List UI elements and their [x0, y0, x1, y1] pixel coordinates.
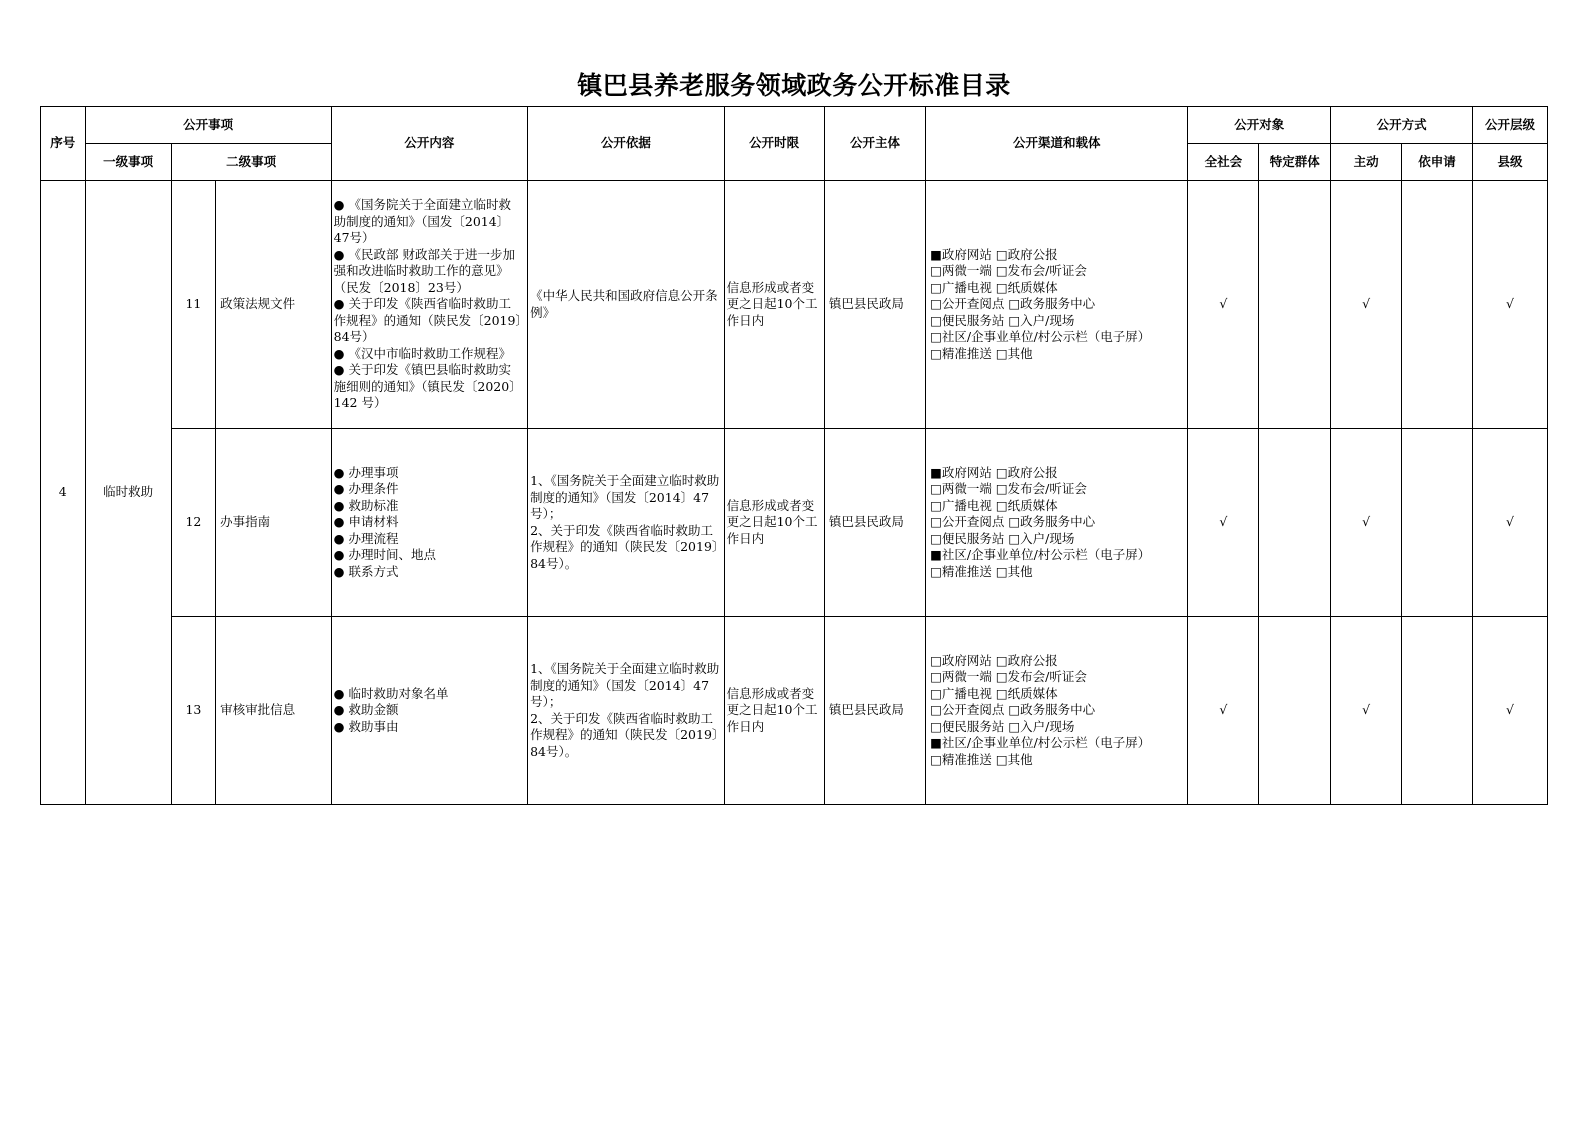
- channel-line: □两微一端 □发布会/听证会: [930, 263, 1087, 279]
- check-active: √: [1331, 617, 1402, 805]
- list-item: ● 办理事项: [333, 464, 399, 480]
- header-subject: 公开主体: [824, 107, 925, 181]
- check-county: √: [1472, 617, 1547, 805]
- row-content: [331, 429, 527, 617]
- check-on-request: [1402, 617, 1473, 805]
- header-seq: 序号: [41, 107, 86, 181]
- list-item: ● 救助标准: [333, 497, 399, 513]
- row-basis: 《中华人民共和国政府信息公开条例》: [528, 181, 724, 429]
- row-subject: 镇巴县民政局: [824, 617, 925, 805]
- header-row-1: [41, 107, 1548, 144]
- group-level1: 临时救助: [85, 181, 171, 805]
- header-county: 县级: [1472, 144, 1547, 181]
- check-specific-group: [1259, 181, 1331, 429]
- row-subject: 镇巴县民政局: [824, 181, 925, 429]
- header-basis: 公开依据: [528, 107, 724, 181]
- channel-line: □政府网站 □政府公报: [930, 652, 1058, 668]
- channel-line: □广播电视 □纸质媒体: [930, 497, 1058, 513]
- header-on-request: 依申请: [1402, 144, 1473, 181]
- row-content: [331, 181, 527, 429]
- check-active: √: [1331, 181, 1402, 429]
- channel-line: ■社区/企事业单位/村公示栏（电子屏）: [930, 547, 1151, 563]
- list-item: ● 《国务院关于全面建立临时救助制度的通知》（国发〔2014〕47号）: [333, 197, 512, 246]
- header-channel: 公开渠道和载体: [926, 107, 1188, 181]
- check-all-society: √: [1188, 181, 1259, 429]
- row-content: [331, 617, 527, 805]
- row-number: 13: [171, 617, 216, 805]
- header-time: 公开时限: [724, 107, 824, 181]
- row-channels: [926, 617, 1188, 805]
- header-active: 主动: [1331, 144, 1402, 181]
- header-items: 公开事项: [85, 107, 331, 144]
- row-basis: 1、《国务院关于全面建立临时救助制度的通知》（国发〔2014〕47号）； 2、关于印发《陕西省临时救助工作规程》的通知（陕民发〔2019〕84号）。: [528, 429, 724, 617]
- check-specific-group: [1259, 429, 1331, 617]
- list-item: ● 办理时间、地点: [333, 547, 437, 563]
- channel-line: □便民服务站 □入户/现场: [930, 530, 1075, 546]
- channel-line: □便民服务站 □入户/现场: [930, 718, 1075, 734]
- channel-line: □精准推送 □其他: [930, 563, 1033, 579]
- channel-line: ■政府网站 □政府公报: [930, 464, 1058, 480]
- list-item: ● 办理条件: [333, 481, 399, 497]
- row-subject: 镇巴县民政局: [824, 429, 925, 617]
- table-row: [41, 617, 1548, 805]
- channel-line: ■社区/企事业单位/村公示栏（电子屏）: [930, 735, 1151, 751]
- table-row: [41, 429, 1548, 617]
- list-item: ● 办理流程: [333, 530, 399, 546]
- channel-line: ■政府网站 □政府公报: [930, 246, 1058, 262]
- check-county: √: [1472, 429, 1547, 617]
- header-specific-group: 特定群体: [1259, 144, 1331, 181]
- group-seq: 4: [41, 181, 86, 805]
- header-content: 公开内容: [331, 107, 527, 181]
- list-item: ● 申请材料: [333, 514, 399, 530]
- row-time: 信息形成或者变更之日起10个工作日内: [724, 429, 824, 617]
- channel-line: □公开查阅点 □政务服务中心: [930, 296, 1096, 312]
- channel-line: □两微一端 □发布会/听证会: [930, 481, 1087, 497]
- list-item: ● 《汉中市临时救助工作规程》: [333, 345, 512, 361]
- check-on-request: [1402, 429, 1473, 617]
- check-on-request: [1402, 181, 1473, 429]
- row-number: 11: [171, 181, 216, 429]
- row-level2: 办事指南: [216, 429, 331, 617]
- header-level2: 二级事项: [171, 144, 331, 181]
- check-county: √: [1472, 181, 1547, 429]
- list-item: ● 《民政部 财政部关于进一步加强和改进临时救助工作的意见》（民发〔2018〕23号）: [333, 246, 515, 295]
- header-all-society: 全社会: [1188, 144, 1259, 181]
- channel-line: □便民服务站 □入户/现场: [930, 312, 1075, 328]
- check-specific-group: [1259, 617, 1331, 805]
- check-all-society: √: [1188, 429, 1259, 617]
- list-item: ● 关于印发《镇巴县临时救助实施细则的通知》（镇民发〔2020〕142 号）: [333, 362, 522, 411]
- list-item: ● 关于印发《陕西省临时救助工作规程》的通知（陕民发〔2019〕84号）: [333, 296, 522, 345]
- channel-line: □精准推送 □其他: [930, 345, 1033, 361]
- header-tier: 公开层级: [1472, 107, 1547, 144]
- header-level1: 一级事项: [85, 144, 171, 181]
- row-channels: [926, 181, 1188, 429]
- list-item: ● 救助金额: [333, 702, 399, 718]
- row-level2: 审核审批信息: [216, 617, 331, 805]
- row-number: 12: [171, 429, 216, 617]
- row-time: 信息形成或者变更之日起10个工作日内: [724, 617, 824, 805]
- list-item: ● 临时救助对象名单: [333, 685, 449, 701]
- channel-line: □公开查阅点 □政务服务中心: [930, 702, 1096, 718]
- page-title: 镇巴县养老服务领域政务公开标准目录: [577, 71, 1011, 100]
- check-active: √: [1331, 429, 1402, 617]
- catalog-table: [40, 106, 1548, 805]
- channel-line: □精准推送 □其他: [930, 751, 1033, 767]
- channel-line: □广播电视 □纸质媒体: [930, 685, 1058, 701]
- channel-line: □公开查阅点 □政务服务中心: [930, 514, 1096, 530]
- row-channels: [926, 429, 1188, 617]
- channel-line: □社区/企事业单位/村公示栏（电子屏）: [930, 329, 1151, 345]
- list-item: ● 联系方式: [333, 563, 399, 579]
- channel-line: □广播电视 □纸质媒体: [930, 279, 1058, 295]
- header-method: 公开方式: [1331, 107, 1473, 144]
- row-basis: 1、《国务院关于全面建立临时救助制度的通知》（国发〔2014〕47号）； 2、关于印发《陕西省临时救助工作规程》的通知（陕民发〔2019〕84号）。: [528, 617, 724, 805]
- channel-line: □两微一端 □发布会/听证会: [930, 669, 1087, 685]
- table-row: [41, 181, 1548, 429]
- row-level2: 政策法规文件: [216, 181, 331, 429]
- header-target: 公开对象: [1188, 107, 1331, 144]
- check-all-society: √: [1188, 617, 1259, 805]
- row-time: 信息形成或者变更之日起10个工作日内: [724, 181, 824, 429]
- list-item: ● 救助事由: [333, 718, 399, 734]
